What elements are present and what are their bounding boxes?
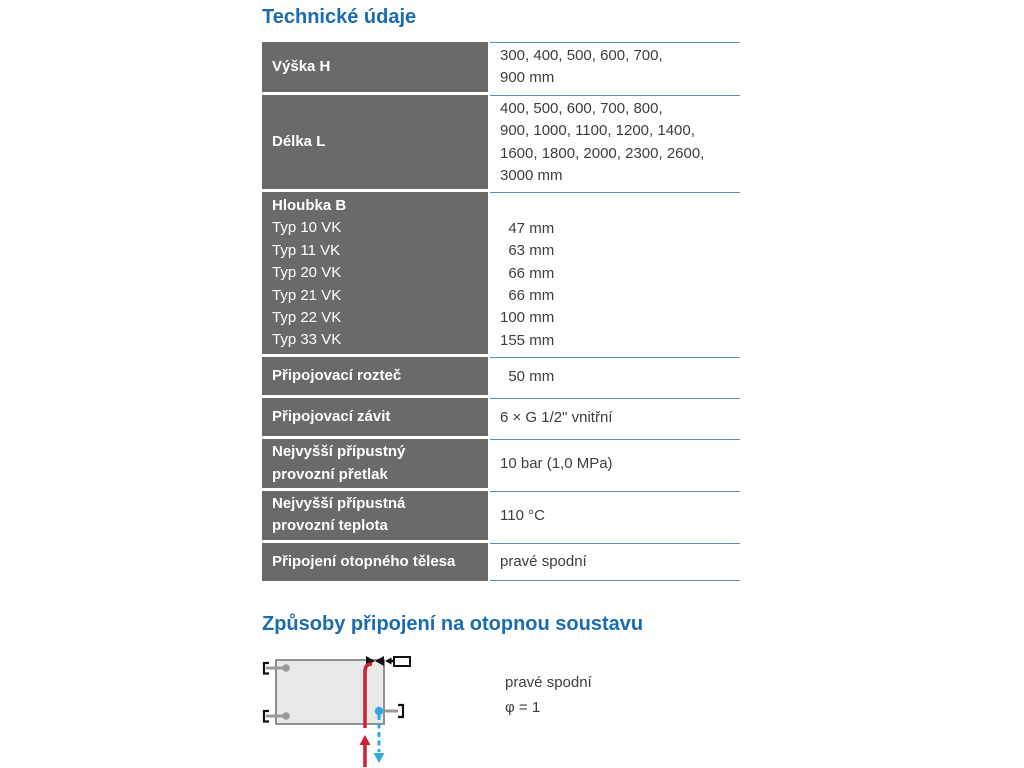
row-value-line: 10 bar (1,0 MPa) (500, 454, 613, 472)
row-label (262, 543, 488, 581)
table-row (262, 192, 740, 354)
row-value-line: 63 mm (500, 242, 555, 260)
row-label (262, 192, 488, 354)
row-value-line: 50 mm (500, 367, 555, 385)
table-row (262, 398, 740, 436)
row-value-line: 6 × G 1/2" vnitřní (500, 408, 613, 426)
row-value-line: 3000 mm (500, 167, 563, 185)
row-value-line: 900, 1000, 1100, 1200, 1400, (500, 122, 695, 140)
row-value (490, 491, 740, 540)
row-value-line (500, 195, 734, 217)
row-value-line: 300, 400, 500, 600, 700, (500, 47, 663, 64)
bracket-bottom-right-icon (398, 705, 403, 717)
row-label-line: Nejvyšší přípustný (272, 443, 406, 461)
connection-point-bottom-left (282, 712, 290, 720)
connection-point-top-left (282, 664, 290, 672)
row-value-line: 155 mm (500, 331, 555, 349)
table-row (262, 439, 740, 488)
row-label (262, 491, 488, 540)
row-sublabel-line: Typ 10 VK (272, 219, 342, 237)
row-label (262, 42, 488, 92)
row-value (490, 543, 740, 581)
table-row (262, 42, 740, 92)
row-value-line: pravé spodní (500, 552, 587, 570)
row-label-line: Připojení otopného tělesa (272, 552, 456, 570)
row-label-line: Nejvyšší přípustná (272, 495, 406, 513)
row-sublabel-line: Typ 22 VK (272, 308, 342, 326)
row-value-line: 100 mm (500, 309, 555, 327)
connection-type-label: pravé spodní (505, 673, 592, 691)
row-value-line: 66 mm (500, 287, 555, 305)
row-sublabel-line: Typ 11 VK (272, 241, 341, 259)
row-label (262, 439, 488, 488)
radiator-body (276, 660, 384, 724)
technical-data-table (262, 42, 740, 581)
return-arrow-head-icon (374, 753, 385, 763)
row-label (262, 357, 488, 395)
row-label-line: Připojovací závit (272, 408, 391, 426)
row-label-line: Výška H (272, 57, 331, 75)
row-value-line: 66 mm (500, 264, 555, 282)
row-value-line: 900 mm (500, 69, 555, 87)
row-sublabel-line: Typ 33 VK (272, 331, 342, 349)
row-label-line: provozní přetlak (272, 465, 388, 483)
row-value-line: 47 mm (500, 219, 555, 237)
row-value-line: 110 °C (500, 506, 545, 524)
page-title: Technické údaje (262, 6, 417, 28)
table-row (262, 543, 740, 581)
supply-arrow-head-icon (360, 735, 371, 745)
valve-arrow-head-icon (385, 657, 392, 664)
row-label-line: Hloubka B (272, 196, 347, 214)
row-label-line: provozní teplota (272, 517, 388, 535)
phi-value-label: φ = 1 (505, 698, 541, 716)
table-row (262, 95, 740, 190)
row-sublabel-line: Typ 21 VK (272, 286, 342, 304)
connections-section-title: Způsoby připojení na otopnou soustavu (262, 612, 644, 635)
row-label-line: Délka L (272, 132, 326, 150)
row-value-line: 1600, 1800, 2000, 2300, 2600, (500, 144, 705, 162)
table-row (262, 491, 740, 540)
row-sublabel-line: Typ 20 VK (272, 264, 342, 282)
row-value (490, 95, 740, 190)
row-value (490, 439, 740, 488)
valve-head-icon (394, 657, 410, 666)
radiator-connection-diagram (262, 648, 462, 768)
row-value (490, 398, 740, 436)
return-connection-point (375, 707, 383, 715)
row-value (490, 357, 740, 395)
row-value (490, 42, 740, 92)
connection-figure (262, 648, 740, 768)
row-label (262, 95, 488, 190)
row-label-line: Připojovací rozteč (272, 367, 402, 385)
row-value-line: 400, 500, 600, 700, 800, (500, 99, 663, 117)
row-label (262, 398, 488, 436)
row-value (490, 192, 740, 354)
table-row (262, 357, 740, 395)
figure-caption (505, 648, 592, 720)
